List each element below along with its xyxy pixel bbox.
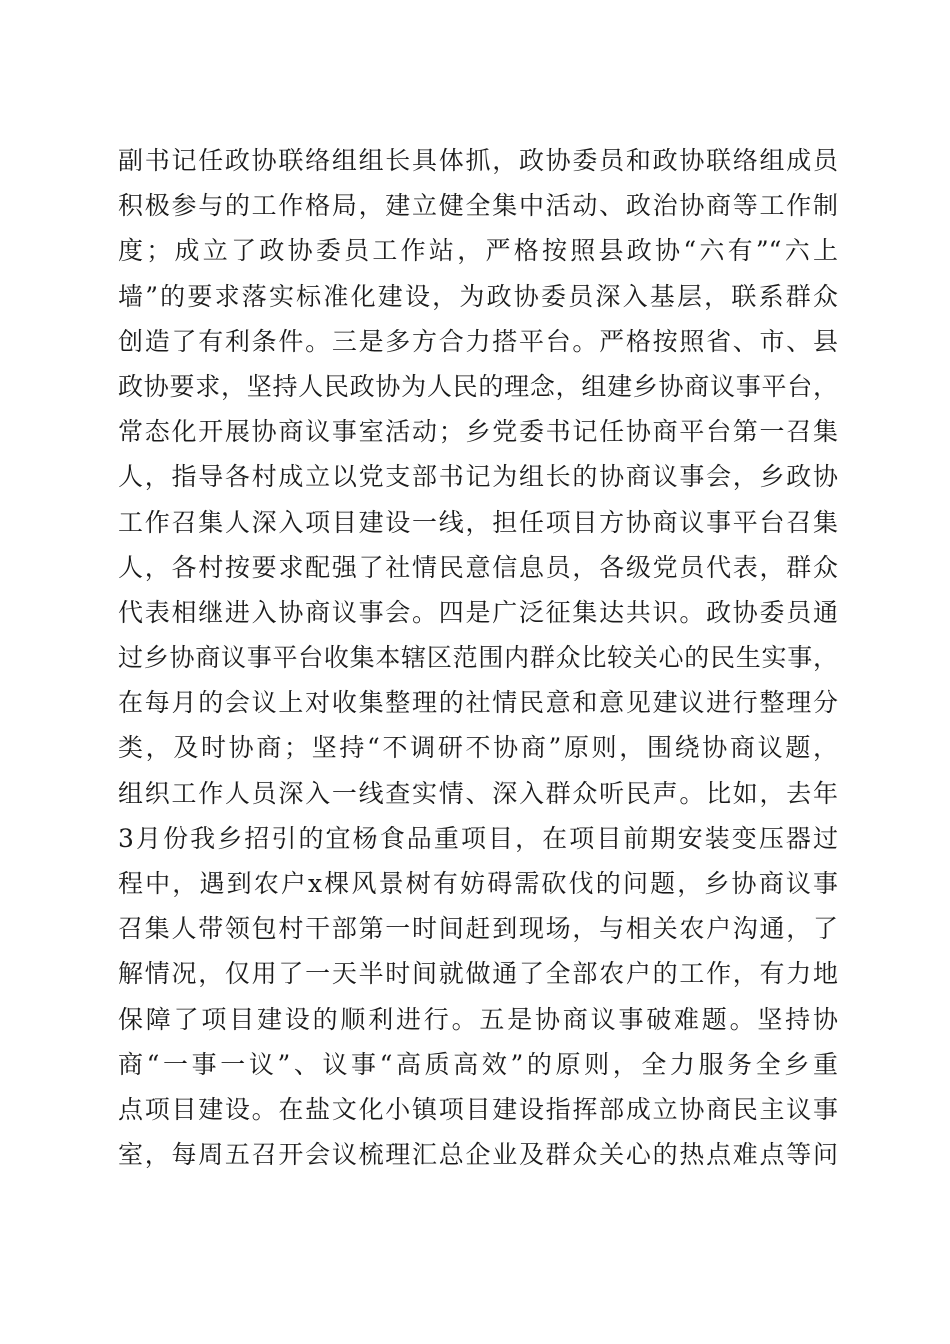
text-line: 过乡协商议事平台收集本辖区范围内群众比较关心的民生实事， bbox=[118, 643, 838, 673]
text-line: 度；成立了政协委员工作站，严格按照县政协“六有”“六上 bbox=[118, 236, 838, 266]
text-line: 组织工作人员深入一线查实情、深入群众听民声。比如，去年 bbox=[118, 778, 838, 808]
text-line: 在每月的会议上对收集整理的社情民意和意见建议进行整理分 bbox=[118, 688, 838, 718]
text-line: 墙”的要求落实标准化建设，为政协委员深入基层，联系群众 bbox=[118, 281, 838, 311]
text-line: 商“一事一议”、议事“高质高效”的原则，全力服务全乡重 bbox=[118, 1049, 838, 1079]
text-line: 解情况，仅用了一天半时间就做通了全部农户的工作，有力地 bbox=[118, 959, 838, 989]
text-line: 程中，遇到农户x棵风景树有妨碍需砍伐的问题，乡协商议事 bbox=[118, 869, 838, 898]
text-line: 保障了项目建设的顺利进行。五是协商议事破难题。坚持协 bbox=[118, 1004, 838, 1034]
text-line: 人，各村按要求配强了社情民意信息员，各级党员代表，群众 bbox=[118, 552, 838, 582]
text-line: 工作召集人深入项目建设一线，担任项目方协商议事平台召集 bbox=[118, 507, 838, 537]
text-line: 常态化开展协商议事室活动；乡党委书记任协商平台第一召集 bbox=[118, 417, 838, 447]
text-line: 政协要求，坚持人民政协为人民的理念，组建乡协商议事平台， bbox=[118, 371, 838, 401]
text-line: 代表相继进入协商议事会。四是广泛征集达共识。政协委员通 bbox=[118, 597, 838, 627]
text-line: 召集人带领包村干部第一时间赶到现场，与相关农户沟通，了 bbox=[118, 914, 838, 944]
text-line: 积极参与的工作格局，建立健全集中活动、政治协商等工作制 bbox=[118, 191, 838, 221]
text-line: 点项目建设。在盐文化小镇项目建设指挥部成立协商民主议事 bbox=[118, 1094, 838, 1124]
text-line: 3月份我乡招引的宜杨食品重项目，在项目前期安装变压器过 bbox=[118, 823, 838, 853]
text-line: 创造了有利条件。三是多方合力搭平台。严格按照省、市、县 bbox=[118, 326, 838, 356]
text-line: 类，及时协商；坚持“不调研不协商”原则，围绕协商议题， bbox=[118, 733, 838, 763]
text-line: 副书记任政协联络组组长具体抓，政协委员和政协联络组成员 bbox=[118, 146, 838, 175]
text-line: 室，每周五召开会议梳理汇总企业及群众关心的热点难点等问 bbox=[118, 1140, 838, 1170]
text-line: 人，指导各村成立以党支部书记为组长的协商议事会，乡政协 bbox=[118, 462, 838, 492]
body-text bbox=[118, 138, 838, 1177]
